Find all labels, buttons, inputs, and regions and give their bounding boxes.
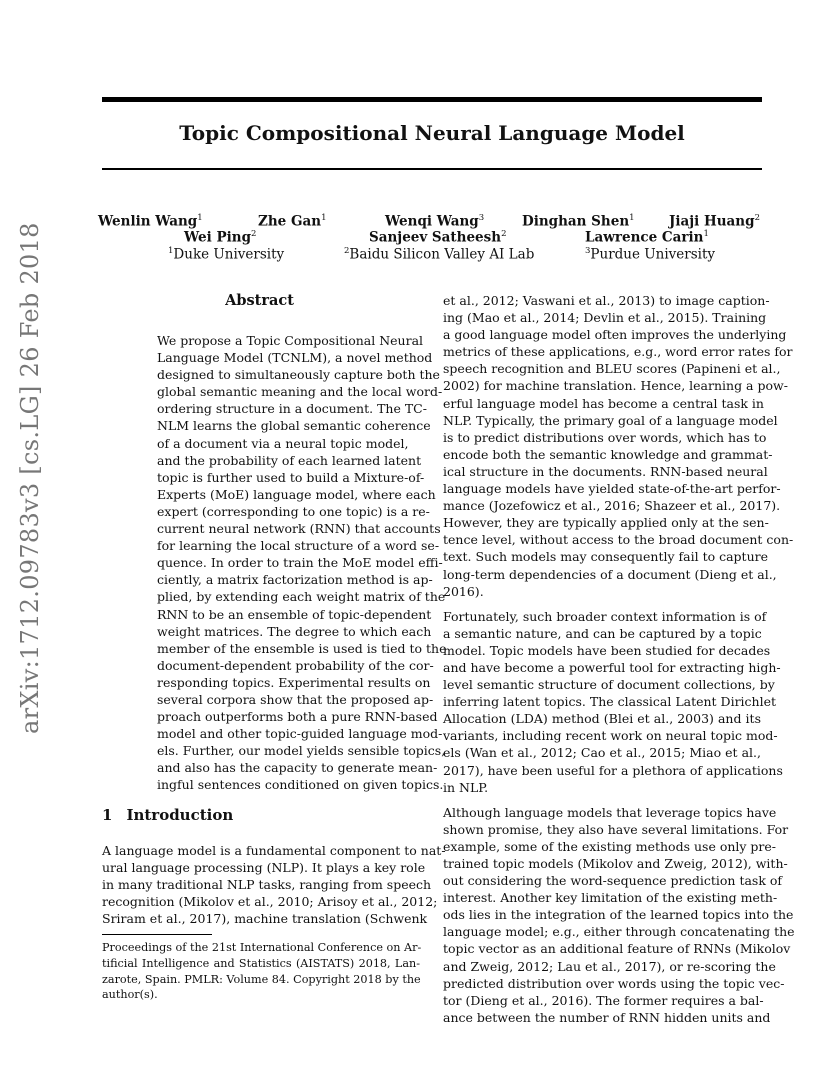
paragraph-line: erful language model has become a central task in — [443, 395, 764, 411]
paragraph-line: and Zweig, 2012; Lau et al., 2017), or re-scoring the — [443, 958, 776, 974]
paragraph-line: language model; e.g., either through concatenating the — [443, 924, 795, 940]
footnote-line: author(s). — [102, 988, 158, 1002]
author-1: Wenlin Wang$^1$ — [98, 213, 203, 230]
intro-body — [102, 842, 446, 927]
author-8: Lawrence Carin$^1$ — [585, 229, 709, 246]
abstract-line: We propose a Topic Compositional Neural — [157, 333, 424, 348]
paragraph-line: predicted distribution over words using the topic vec- — [443, 975, 785, 991]
abstract-line: and also has the capacity to generate mean- — [157, 760, 438, 776]
abstract-line: Experts (MoE) language model, where each — [157, 486, 436, 502]
abstract-line: expert (corresponding to one topic) is a re- — [157, 503, 430, 519]
abstract-line: global semantic meaning and the local word- — [157, 384, 443, 400]
paragraph-line: text. Such models may consequently fail to capture — [443, 549, 768, 565]
paragraph-line: tence level, without access to the broad document con- — [443, 532, 794, 548]
paragraph-line: els (Wan et al., 2012; Cao et al., 2015; Miao et al., — [443, 745, 761, 761]
abstract-line: Language Model (TCNLM), a novel method — [157, 350, 433, 366]
abstract-line: quence. In order to train the MoE model effi- — [157, 555, 443, 571]
author-2: Zhe Gan$^1$ — [258, 213, 327, 230]
abstract-line: designed to simultaneously capture both the — [157, 367, 440, 383]
abstract-body — [157, 332, 447, 794]
paragraph-line: language models have yielded state-of-the-art perfor- — [443, 481, 781, 497]
footnote-line: Proceedings of the 21st International Conference on Ar- — [102, 941, 422, 954]
paragraph-line: encode both the semantic knowledge and grammat- — [443, 446, 773, 462]
paragraph-line: mance (Jozefowicz et al., 2016; Shazeer et al., 2017). — [443, 498, 781, 514]
paragraph-line: Although language models that leverage topics have — [443, 804, 777, 820]
abstract-line: proach outperforms both a pure RNN-based — [157, 709, 438, 725]
abstract-line: RNN to be an ensemble of topic-dependent — [157, 606, 432, 622]
abstract-line: weight matrices. The degree to which each — [157, 623, 432, 639]
abstract-line: model and other topic-guided language mod- — [157, 726, 443, 742]
affiliation-3: $^3$Purdue University — [585, 246, 716, 263]
title-rule — [102, 168, 762, 170]
abstract-line: current neural network (RNN) that accounts — [157, 521, 441, 537]
paragraph-line: topic vector as an additional feature of RNNs (Mikolov — [443, 941, 791, 957]
author-5: Jiaji Huang$^2$ — [669, 213, 760, 230]
paragraph-line: Allocation (LDA) method (Blei et al., 2003) and its — [443, 711, 761, 727]
right-column — [443, 292, 795, 1034]
author-4: Dinghan Shen$^1$ — [522, 213, 635, 230]
footnote — [102, 940, 420, 1003]
paragraph-line: level semantic structure of document collections, by — [443, 677, 775, 693]
paragraph-line: inferring latent topics. The classical Latent Dirichlet — [443, 694, 777, 710]
paragraph-line: 2002) for machine translation. Hence, learning a pow- — [443, 378, 788, 394]
paragraph-line: example, some of the existing methods use only pre- — [443, 838, 777, 854]
abstract-line: of a document via a neural topic model, — [157, 435, 409, 451]
paragraph-line: out considering the word-sequence prediction task of — [443, 873, 783, 889]
footnote-line: zarote, Spain. PMLR: Volume 84. Copyright 2018 by the — [102, 972, 421, 986]
intro-line: recognition (Mikolov et al., 2010; Arisoy et al., 2012; — [102, 894, 438, 910]
affiliation-1: $^1$Duke University — [168, 246, 285, 263]
paragraph-line: et al., 2012; Vaswani et al., 2013) to image caption- — [443, 293, 770, 308]
author-7: Sanjeev Satheesh$^2$ — [369, 229, 507, 246]
intro-heading: 1 Introduction — [102, 806, 234, 824]
paragraph-line: ance between the number of RNN hidden units and — [443, 1009, 771, 1025]
abstract-line: for learning the local structure of a word se- — [157, 538, 440, 554]
abstract-line: ingful sentences conditioned on given topics. — [157, 777, 444, 793]
paper-title: Topic Compositional Neural Language Model — [179, 121, 685, 145]
paragraph-line: ing (Mao et al., 2014; Devlin et al., 2015). Training — [443, 310, 767, 326]
abstract-line: ciently, a matrix factorization method is ap- — [157, 572, 433, 588]
intro-line: ural language processing (NLP). It plays a key role — [102, 860, 426, 876]
author-6: Wei Ping$^2$ — [184, 229, 257, 246]
footnote-rule — [102, 934, 212, 935]
paragraph-line: 2017), have been useful for a plethora of applications — [443, 762, 783, 778]
paragraph-line: long-term dependencies of a document (Dieng et al., — [443, 566, 777, 582]
paragraph-line: and have become a powerful tool for extracting high- — [443, 659, 781, 675]
paragraph-line: a good language model often improves the underlying — [443, 327, 787, 343]
abstract-line: member of the ensemble is used is tied to the — [157, 640, 447, 656]
footnote-line: tificial Intelligence and Statistics (AISTATS) 2018, Lan- — [102, 956, 420, 970]
arxiv-side-label: arXiv:1712.09783v3 [cs.LG] 26 Feb 2018 — [16, 222, 44, 734]
intro-line: Sriram et al., 2017), machine translation (Schwenk — [102, 911, 428, 927]
paragraph-line: metrics of these applications, e.g., word error rates for — [443, 344, 793, 360]
affiliation-2: $^2$Baidu Silicon Valley AI Lab — [344, 246, 535, 263]
paragraph-line: ods lies in the integration of the learned topics into the — [443, 907, 794, 923]
abstract-line: els. Further, our model yields sensible topics, — [157, 743, 446, 759]
abstract-line: ordering structure in a document. The TC- — [157, 401, 427, 417]
paragraph-line: tor (Dieng et al., 2016). The former requires a bal- — [443, 992, 764, 1008]
paragraph-line: in NLP. — [443, 779, 489, 795]
top-rule — [102, 97, 762, 102]
paragraph-line: shown promise, they also have several limitations. For — [443, 821, 789, 837]
abstract-line: responding topics. Experimental results on — [157, 674, 431, 690]
paragraph-line: is to predict distributions over words, which has to — [443, 429, 767, 445]
abstract-line: NLM learns the global semantic coherence — [157, 418, 431, 434]
abstract-line: plied, by extending each weight matrix of the — [157, 589, 446, 605]
abstract-line: and the probability of each learned latent — [157, 452, 422, 468]
paragraph-line: speech recognition and BLEU scores (Papineni et al., — [443, 361, 781, 377]
paragraph-line: model. Topic models have been studied for decades — [443, 642, 771, 658]
paragraph-line: However, they are typically applied only at the sen- — [443, 515, 769, 531]
paragraph — [443, 804, 795, 1026]
paragraph-line: a semantic nature, and can be captured by a topic — [443, 625, 762, 641]
paragraph-line: variants, including recent work on neural topic mod- — [443, 728, 778, 744]
author-3: Wenqi Wang$^3$ — [385, 213, 485, 230]
paragraph-line: NLP. Typically, the primary goal of a language model — [443, 412, 778, 428]
abstract-line: document-dependent probability of the cor- — [157, 657, 434, 673]
abstract-line: several corpora show that the proposed ap- — [157, 691, 434, 707]
paragraph-line: ical structure in the documents. RNN-based neural — [443, 463, 768, 479]
abstract-line: topic is further used to build a Mixture-of- — [157, 469, 425, 485]
paragraph — [443, 292, 794, 600]
paragraph-line: interest. Another key limitation of the existing meth- — [443, 890, 778, 906]
paragraph — [443, 608, 783, 796]
paragraph-line: trained topic models (Mikolov and Zweig, 2012), with- — [443, 856, 788, 871]
intro-line: A language model is a fundamental component to nat- — [102, 843, 446, 858]
intro-line: in many traditional NLP tasks, ranging from speech — [102, 877, 432, 893]
paragraph-line: Fortunately, such broader context information is of — [443, 608, 767, 624]
abstract-heading: Abstract — [225, 292, 294, 309]
paragraph-line: 2016). — [443, 583, 484, 599]
